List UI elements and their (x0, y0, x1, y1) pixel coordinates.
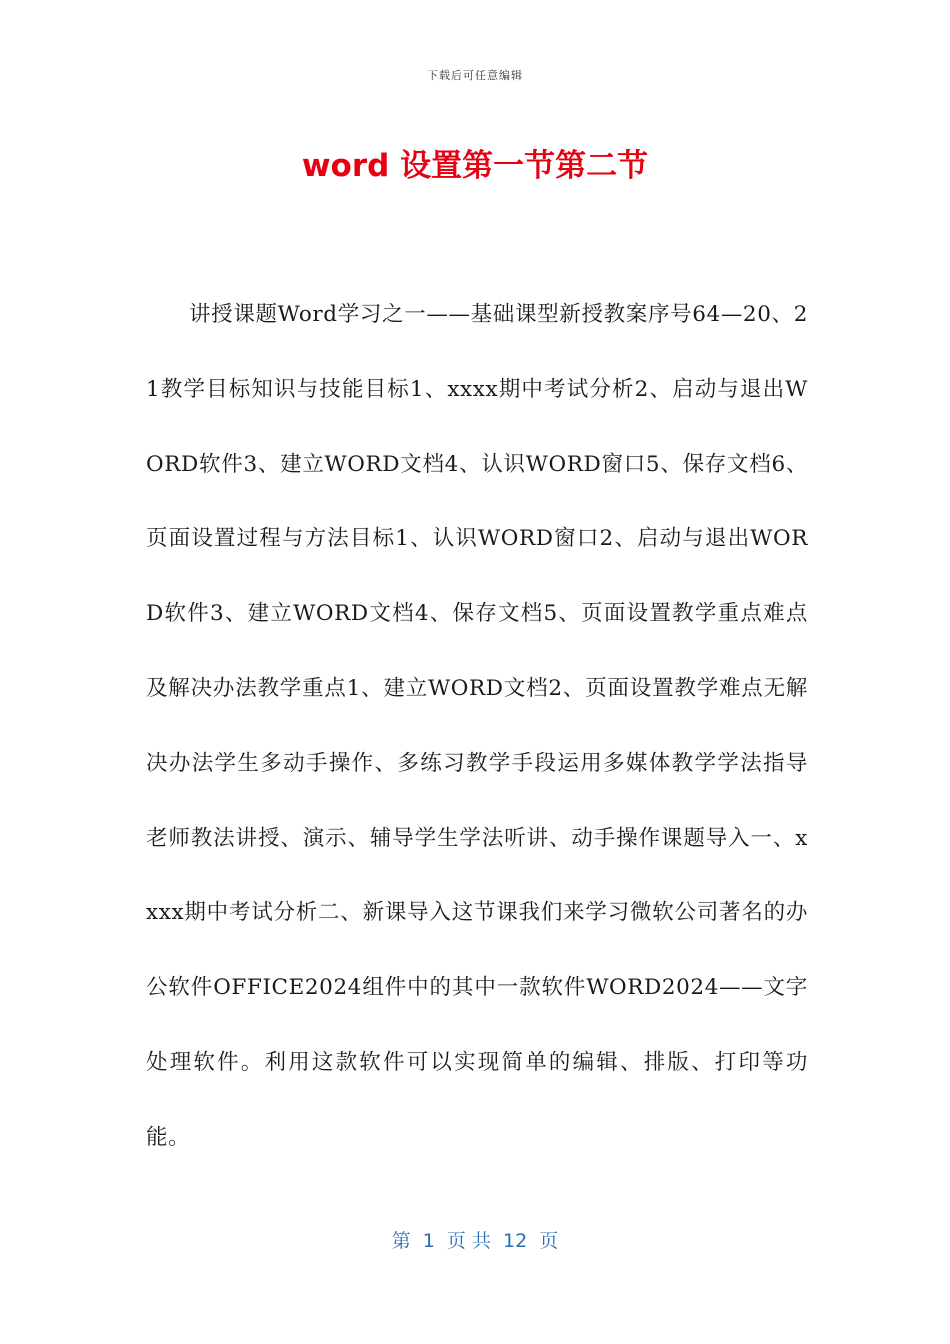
document-title: word 设置第一节第二节 (301, 148, 649, 184)
page-number-footer: 第 1 页 共 12 页 (391, 1230, 559, 1252)
body-paragraph: 讲授课题Word学习之一——基础课型新授教案序号64—20、21教学目标知识与技能目标1、xxxx期中考试分析2、启动与退出WORD软件3、建立WORD文档4、认识WORD窗口5、保存文档6、页面设置过程与方法目标1、认识WORD窗口2、启动与退出WORD软件3、建立WORD文档4、保存文档5、页面设置教学重点难点及解决办法教学重点1、建立WORD文档2、页面设置教学难点无解决办法学生多动手操作、多练习教学手段运用多媒体教学学法指导老师教法讲授、演示、辅导学生学法听讲、动手操作课题导入一、xxxx期中考试分析二、新课导入这节课我们来学习微软公司著名的办公软件OFFICE2024组件中的其中一款软件WORD2024——文字处理软件。利用这款软件可以实现简单的编辑、排版、打印等功能。 (146, 302, 808, 1150)
header-note: 下载后可任意编辑 (427, 69, 523, 82)
